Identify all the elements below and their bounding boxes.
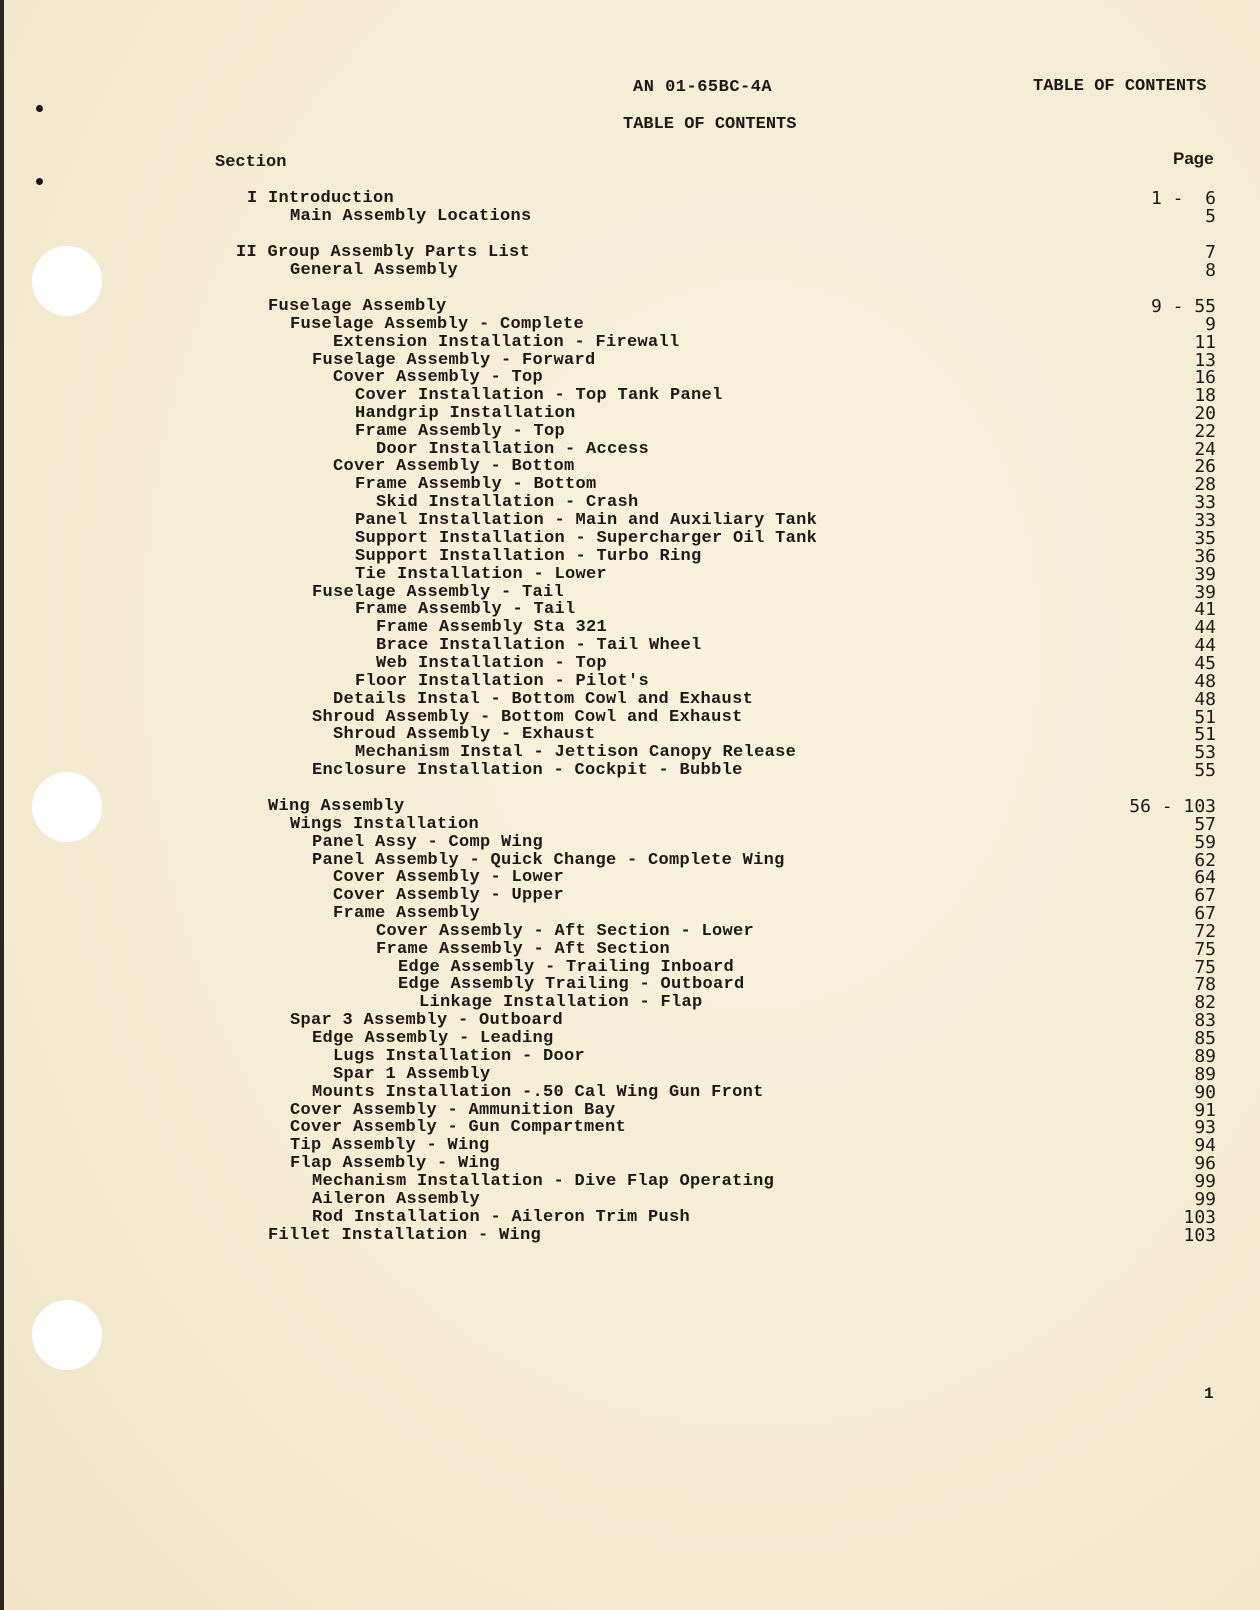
toc-entry bbox=[0, 887, 1260, 905]
running-header: TABLE OF CONTENTS bbox=[1033, 77, 1207, 96]
toc-entry bbox=[0, 905, 1260, 923]
toc-entry bbox=[0, 1209, 1260, 1227]
toc-entry-page: 94 bbox=[1194, 1135, 1216, 1156]
toc-entry-page: 93 bbox=[1194, 1117, 1216, 1138]
toc-entry bbox=[0, 352, 1260, 370]
toc-entry-title: Fillet Installation - Wing bbox=[268, 1226, 542, 1245]
toc-entry-title: Mounts Installation -.50 Cal Wing Gun Front bbox=[312, 1083, 764, 1102]
toc-entry bbox=[0, 941, 1260, 959]
toc-entry bbox=[0, 1084, 1260, 1102]
toc-entry bbox=[0, 512, 1260, 530]
toc-entry bbox=[0, 405, 1260, 423]
toc-entry-page: 99 bbox=[1194, 1171, 1216, 1192]
section-column-header: Section bbox=[215, 153, 287, 172]
toc-entry-page: 51 bbox=[1194, 724, 1216, 745]
toc-entry-title: Spar 3 Assembly - Outboard bbox=[290, 1011, 564, 1030]
toc-entry-title: General Assembly bbox=[290, 261, 459, 280]
toc-entry bbox=[0, 387, 1260, 405]
toc-entry bbox=[0, 744, 1260, 762]
toc-entry-page: 28 bbox=[1194, 474, 1216, 495]
toc-entry-page: 83 bbox=[1194, 1010, 1216, 1031]
toc-entry-title: Frame Assembly Sta 321 bbox=[376, 618, 608, 637]
toc-entry bbox=[0, 976, 1260, 994]
toc-entry-page: 9 bbox=[1205, 314, 1216, 335]
toc-entry bbox=[0, 334, 1260, 352]
toc-entry bbox=[0, 869, 1260, 887]
toc-entry-page: 20 bbox=[1194, 403, 1216, 424]
toc-entry-page: 89 bbox=[1194, 1064, 1216, 1085]
toc-entry bbox=[0, 923, 1260, 941]
toc-entry-page: 96 bbox=[1194, 1153, 1216, 1174]
toc-entry bbox=[0, 1012, 1260, 1030]
toc-entry bbox=[0, 762, 1260, 780]
page-number: 1 bbox=[1204, 1385, 1214, 1403]
ink-dot bbox=[36, 105, 43, 112]
toc-entry-title: Fuselage Assembly - Forward bbox=[312, 351, 596, 370]
toc-entry-title: Mechanism Instal - Jettison Canopy Release bbox=[355, 743, 797, 762]
toc-entry-title: Wings Installation bbox=[290, 815, 480, 834]
toc-entry-page: 48 bbox=[1194, 671, 1216, 692]
toc-entry-page: 45 bbox=[1194, 653, 1216, 674]
toc-entry bbox=[0, 476, 1260, 494]
toc-entry-title: Support Installation - Turbo Ring bbox=[355, 547, 702, 566]
toc-entry-title: Panel Assy - Comp Wing bbox=[312, 833, 544, 852]
toc-entry-page: 44 bbox=[1194, 617, 1216, 638]
toc-entry bbox=[0, 816, 1260, 834]
toc-entry bbox=[0, 1137, 1260, 1155]
binder-hole bbox=[32, 1300, 102, 1370]
toc-entry-title: Fuselage Assembly - Tail bbox=[312, 583, 565, 602]
toc-entry-page: 26 bbox=[1194, 456, 1216, 477]
toc-entry bbox=[0, 1048, 1260, 1066]
toc-entry bbox=[0, 316, 1260, 334]
toc-entry bbox=[0, 458, 1260, 476]
toc-entry bbox=[0, 601, 1260, 619]
toc-entry-page: 22 bbox=[1194, 421, 1216, 442]
toc-entry-title: Linkage Installation - Flap bbox=[419, 993, 703, 1012]
toc-entry-title: Rod Installation - Aileron Trim Push bbox=[312, 1208, 691, 1227]
toc-entry bbox=[0, 369, 1260, 387]
toc-entry bbox=[0, 1191, 1260, 1209]
toc-entry-title: Brace Installation - Tail Wheel bbox=[376, 636, 702, 655]
toc-entry-title: Frame Assembly - Bottom bbox=[355, 475, 597, 494]
toc-entry-title: Skid Installation - Crash bbox=[376, 493, 639, 512]
toc-entry bbox=[0, 566, 1260, 584]
toc-entry bbox=[0, 244, 1260, 262]
toc-entry-title: Enclosure Installation - Cockpit - Bubble bbox=[312, 761, 743, 780]
toc-entry-page: 103 bbox=[1183, 1225, 1216, 1246]
toc-entry-page: 82 bbox=[1194, 992, 1216, 1013]
toc-entry-title: Extension Installation - Firewall bbox=[333, 333, 680, 352]
page-column-header: Page bbox=[1173, 149, 1214, 168]
toc-entry-page: 44 bbox=[1194, 635, 1216, 656]
toc-entry-title: Panel Installation - Main and Auxiliary Tank bbox=[355, 511, 818, 530]
toc-entry-page: 51 bbox=[1194, 707, 1216, 728]
toc-entry-title: Panel Assembly - Quick Change - Complete Wing bbox=[312, 851, 785, 870]
toc-entry-page: 85 bbox=[1194, 1028, 1216, 1049]
toc-entry-title: Lugs Installation - Door bbox=[333, 1047, 586, 1066]
toc-entry-title: Floor Installation - Pilot's bbox=[355, 672, 650, 691]
toc-entry-page: 62 bbox=[1194, 850, 1216, 871]
toc-entry bbox=[0, 298, 1260, 316]
toc-entry-page: 9 - 55 bbox=[1150, 296, 1216, 317]
toc-entry bbox=[0, 726, 1260, 744]
toc-entry-title: Edge Assembly - Trailing Inboard bbox=[398, 958, 735, 977]
toc-entry-title: Cover Assembly - Lower bbox=[333, 868, 565, 887]
toc-entry-title: Wing Assembly bbox=[268, 797, 405, 816]
toc-entry-page: 5 bbox=[1205, 206, 1216, 227]
toc-entry bbox=[0, 834, 1260, 852]
toc-entry-page: 75 bbox=[1194, 939, 1216, 960]
toc-entry-page: 75 bbox=[1194, 957, 1216, 978]
toc-entry-page: 64 bbox=[1194, 867, 1216, 888]
toc-entry-title: Shroud Assembly - Exhaust bbox=[333, 725, 596, 744]
toc-entry-title: Frame Assembly - Top bbox=[355, 422, 566, 441]
toc-entry bbox=[0, 637, 1260, 655]
toc-entry-page: 53 bbox=[1194, 742, 1216, 763]
toc-entry bbox=[0, 530, 1260, 548]
toc-entry bbox=[0, 1227, 1260, 1245]
page-title: TABLE OF CONTENTS bbox=[623, 115, 797, 134]
toc-entry-page: 67 bbox=[1194, 903, 1216, 924]
toc-entry-title: Door Installation - Access bbox=[376, 440, 650, 459]
toc-entry-title: Cover Assembly - Bottom bbox=[333, 457, 575, 476]
toc-entry-title: Mechanism Installation - Dive Flap Operating bbox=[312, 1172, 775, 1191]
toc-entry-page: 78 bbox=[1194, 974, 1216, 995]
toc-entry bbox=[0, 423, 1260, 441]
toc-entry-title: Cover Installation - Top Tank Panel bbox=[355, 386, 723, 405]
toc-entry-title: Cover Assembly - Gun Compartment bbox=[290, 1118, 627, 1137]
toc-entry-page: 90 bbox=[1194, 1082, 1216, 1103]
toc-entry-page: 39 bbox=[1194, 582, 1216, 603]
toc-entry-page: 72 bbox=[1194, 921, 1216, 942]
toc-entry-page: 89 bbox=[1194, 1046, 1216, 1067]
toc-entry-page: 41 bbox=[1194, 599, 1216, 620]
toc-entry-page: 99 bbox=[1194, 1189, 1216, 1210]
toc-entry-title: Shroud Assembly - Bottom Cowl and Exhaust bbox=[312, 708, 743, 727]
toc-entry bbox=[0, 619, 1260, 637]
toc-entry-page: 1 - 6 bbox=[1150, 188, 1216, 209]
toc-entry bbox=[0, 190, 1260, 208]
toc-entry-title: Fuselage Assembly - Complete bbox=[290, 315, 585, 334]
toc-entry-title: Cover Assembly - Top bbox=[333, 368, 544, 387]
toc-entry-title: I Introduction bbox=[247, 189, 395, 208]
toc-entry-title: Flap Assembly - Wing bbox=[290, 1154, 501, 1173]
toc-entry bbox=[0, 994, 1260, 1012]
toc-entry-title: Details Instal - Bottom Cowl and Exhaust bbox=[333, 690, 754, 709]
toc-entry-title: Main Assembly Locations bbox=[290, 207, 532, 226]
toc-entry bbox=[0, 655, 1260, 673]
toc-entry-page: 18 bbox=[1194, 385, 1216, 406]
toc-entry-page: 33 bbox=[1194, 492, 1216, 513]
toc-entry-title: Web Installation - Top bbox=[376, 654, 608, 673]
toc-entry bbox=[0, 1155, 1260, 1173]
ink-dot bbox=[36, 178, 43, 185]
toc-entry-title: Cover Assembly - Ammunition Bay bbox=[290, 1101, 616, 1120]
toc-entry-title: Handgrip Installation bbox=[355, 404, 576, 423]
toc-entry-title: Frame Assembly - Aft Section bbox=[376, 940, 671, 959]
toc-entry-title: Frame Assembly bbox=[333, 904, 481, 923]
toc-entry-page: 24 bbox=[1194, 439, 1216, 460]
toc-entry-title: II Group Assembly Parts List bbox=[236, 243, 531, 262]
toc-entry-title: Cover Assembly - Upper bbox=[333, 886, 565, 905]
toc-entry-title: Tie Installation - Lower bbox=[355, 565, 608, 584]
toc-entry-page: 16 bbox=[1194, 367, 1216, 388]
toc-entry-page: 56 - 103 bbox=[1129, 796, 1216, 817]
toc-entry-page: 55 bbox=[1194, 760, 1216, 781]
toc-entry bbox=[0, 798, 1260, 816]
toc-entry-page: 91 bbox=[1194, 1100, 1216, 1121]
toc-entry bbox=[0, 548, 1260, 566]
toc-entry-title: Cover Assembly - Aft Section - Lower bbox=[376, 922, 755, 941]
toc-entry-page: 35 bbox=[1194, 528, 1216, 549]
toc-entry bbox=[0, 1119, 1260, 1137]
toc-entry bbox=[0, 1173, 1260, 1191]
toc-entry-page: 8 bbox=[1205, 260, 1216, 281]
toc-entry bbox=[0, 1030, 1260, 1048]
toc-entry bbox=[0, 1102, 1260, 1120]
toc-entry-title: Aileron Assembly bbox=[312, 1190, 481, 1209]
toc-entry-title: Spar 1 Assembly bbox=[333, 1065, 491, 1084]
toc-entry bbox=[0, 1066, 1260, 1084]
toc-entry-page: 57 bbox=[1194, 814, 1216, 835]
toc-entry bbox=[0, 441, 1260, 459]
toc-entry-page: 39 bbox=[1194, 564, 1216, 585]
toc-entry bbox=[0, 584, 1260, 602]
toc-entry-page: 59 bbox=[1194, 832, 1216, 853]
toc-entry-page: 103 bbox=[1183, 1207, 1216, 1228]
toc-entry bbox=[0, 691, 1260, 709]
toc-entry-page: 48 bbox=[1194, 689, 1216, 710]
toc-entry bbox=[0, 852, 1260, 870]
toc-entry bbox=[0, 709, 1260, 727]
toc-entry-page: 33 bbox=[1194, 510, 1216, 531]
toc-entry bbox=[0, 494, 1260, 512]
toc-entry-page: 67 bbox=[1194, 885, 1216, 906]
toc-entry-page: 36 bbox=[1194, 546, 1216, 567]
toc-entry-title: Tip Assembly - Wing bbox=[290, 1136, 490, 1155]
toc-entry bbox=[0, 208, 1260, 226]
toc-entry-page: 13 bbox=[1194, 350, 1216, 371]
toc-entry-page: 11 bbox=[1194, 332, 1216, 353]
toc-entry-title: Fuselage Assembly bbox=[268, 297, 447, 316]
toc-entry-title: Edge Assembly Trailing - Outboard bbox=[398, 975, 745, 994]
document-code: AN 01-65BC-4A bbox=[633, 78, 773, 97]
toc-entry bbox=[0, 262, 1260, 280]
toc-entry-page: 7 bbox=[1205, 242, 1216, 263]
toc-entry bbox=[0, 673, 1260, 691]
toc-entry-title: Frame Assembly - Tail bbox=[355, 600, 576, 619]
toc-entry-title: Edge Assembly - Leading bbox=[312, 1029, 554, 1048]
toc-entry-title: Support Installation - Supercharger Oil Tank bbox=[355, 529, 818, 548]
